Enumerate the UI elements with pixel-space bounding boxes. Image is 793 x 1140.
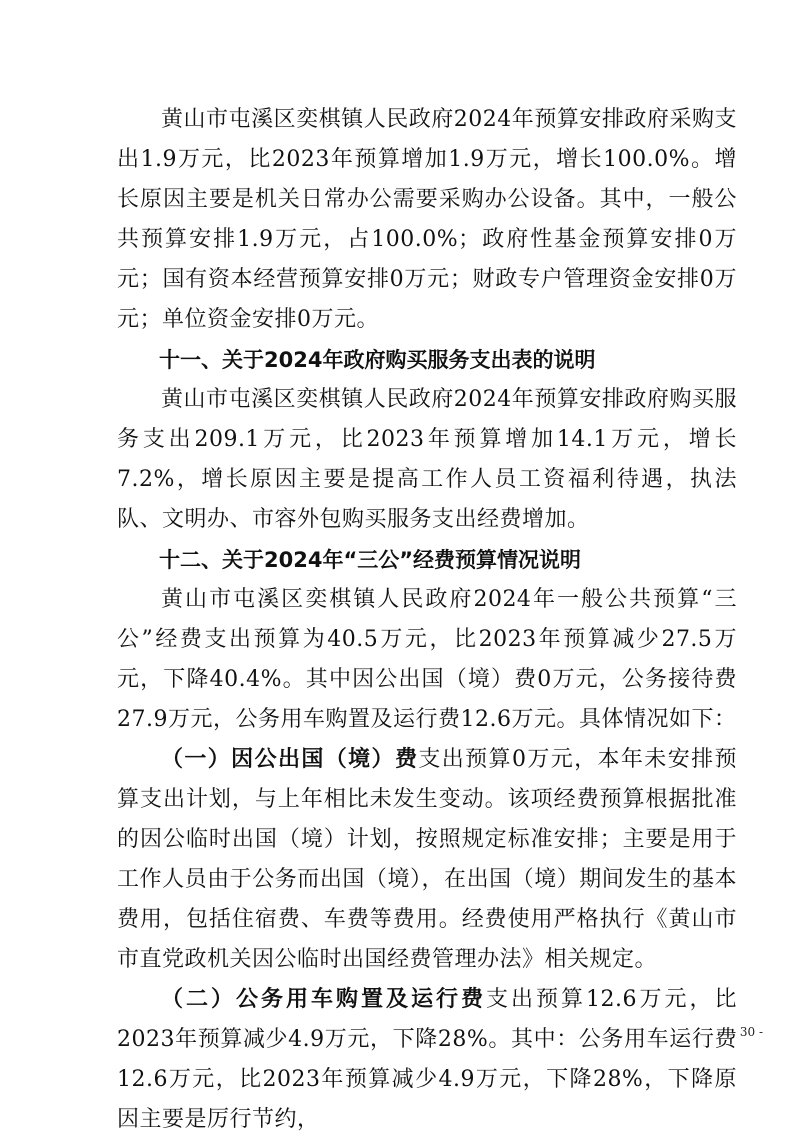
subheading-official-vehicles: （二）公务用车购置及运行费 (161, 987, 486, 1012)
section-heading-12: 十二、关于2024年“三公”经费预算情况说明 (159, 548, 582, 572)
paragraph-three-public-expenses: 黄山市屯溪区奕棋镇人民政府2024年一般公共预算“三公”经费支出预算为40.5万元，比2023年预算减少27.5万元，下降40.4%。其中因公出国（境）费0万元，公务接待费27.9万元，公务用车购置及运行费12.6万元。具体情况如下： (117, 587, 737, 732)
paragraph-official-vehicles (117, 980, 737, 1140)
paragraph-procurement: 黄山市屯溪区奕棋镇人民政府2024年预算安排政府采购支出1.9万元，比2023年预算增加1.9万元，增长100.0%。增长原因主要是机关日常办公需要采购办公设备。其中，一般公共预算安排1.9万元，占100.0%；政府性基金预算安排0万元；国有资本经营预算安排0万元；财政专户管理资金安排0万元；单位资金安排0万元。 (117, 107, 737, 332)
subheading-overseas-travel: （一）因公出国（境）费 (161, 747, 419, 772)
paragraph-overseas-travel (117, 740, 737, 980)
overseas-travel-text: 支出预算0万元，本年未安排预算支出计划，与上年相比未发生变动。该项经费预算根据批准的因公临时出国（境）计划，按照规定标准安排；主要是用于工作人员由于公务而出国（境），在出国（境）期间发生的基本费用，包括住宿费、车费等费用。经费使用严格执行《黄山市市直党政机关因公临时出国经费管理办法》相关规定。 (117, 747, 737, 972)
paragraph-purchased-services: 黄山市屯溪区奕棋镇人民政府2024年预算安排政府购买服务支出209.1万元，比2023年预算增加14.1万元，增长7.2%，增长原因主要是提高工作人员工资福利待遇，执法队、文明办、市容外包购买服务支出经费增加。 (117, 387, 737, 532)
page-number: - 30 - (731, 1025, 763, 1039)
official-vehicles-text: 支出预算12.6万元，比2023年预算减少4.9万元，下降28%。其中：公务用车运行费12.6万元，比2023年预算减少4.9万元，下降28%，下降原因主要是厉行节约， (117, 987, 737, 1132)
document-body (117, 100, 737, 1140)
section-heading-11: 十一、关于2024年政府购买服务支出表的说明 (159, 348, 596, 372)
